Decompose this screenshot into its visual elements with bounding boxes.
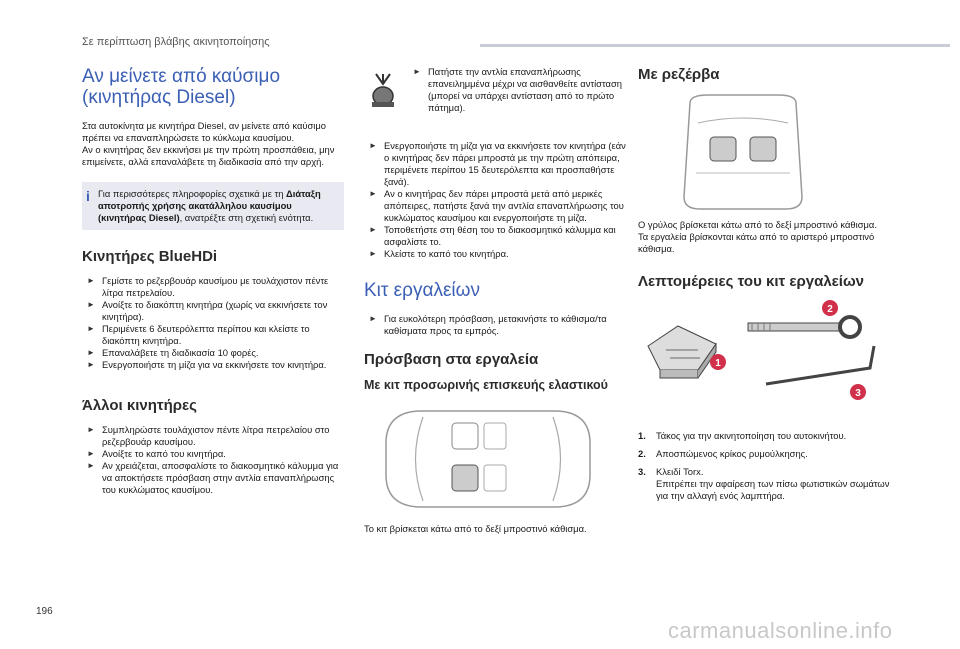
list-item: ► Πατήστε την αντλία επαναπλήρωσης επανειλημμένα μέχρι να αισθανθείτε αντίσταση (μπορεί να υπάρχει αντίσταση από το πρώτο πάτημα). bbox=[413, 66, 622, 113]
bullet-arrow-icon: ► bbox=[87, 425, 95, 434]
bullet-arrow-icon: ► bbox=[87, 300, 95, 309]
list-item: ► Γεμίστε το ρεζερβουάρ καυσίμου με τουλάχιστον πέντε λίτρα πετρελαίου. bbox=[87, 275, 329, 298]
list-item: 3. Κλειδί Torx. Επιτρέπει την αφαίρεση των πίσω φωτιστικών σωμάτων για την αλλαγή ενός λαμπτήρα. bbox=[638, 466, 890, 501]
spare-caption-jack: Ο γρύλος βρίσκεται κάτω από το δεξί μπροστινό κάθισμα. bbox=[638, 219, 877, 230]
heading-toolkit-details: Λεπτομέρειες του κιτ εργαλείων bbox=[638, 273, 864, 290]
heading-tool-access: Πρόσβαση στα εργαλεία bbox=[364, 351, 539, 368]
info-icon: i bbox=[86, 188, 90, 204]
list-item: ► Ανοίξτε το διακόπτη κινητήρα (χωρίς να εκκινήσετε τον κινητήρα). bbox=[87, 299, 328, 322]
heading-other-engines: Άλλοι κινητήρες bbox=[82, 397, 197, 414]
car-diagram-spare bbox=[668, 93, 818, 211]
heading-repair-kit: Με κιτ προσωρινής επισκευής ελαστικού bbox=[364, 378, 608, 392]
spare-caption-tools: Τα εργαλεία βρίσκονται κάτω από το αριστερό μπροστινό κάθισμα. bbox=[638, 231, 875, 254]
heading-spare-wheel: Με ρεζέρβα bbox=[638, 66, 720, 83]
list-item: 2. Αποσπώμενος κρίκος ρυμούλκησης. bbox=[638, 448, 808, 459]
list-item: ► Επαναλάβετε τη διαδικασία 10 φορές. bbox=[87, 347, 259, 358]
toolkit-items bbox=[638, 430, 900, 502]
column-1 bbox=[82, 66, 344, 496]
priming-pump-icon bbox=[366, 72, 400, 112]
bullet-arrow-icon: ► bbox=[369, 314, 377, 323]
list-item: ► Αν ο κινητήρας δεν πάρει μπροστά μετά από μερικές απόπειρες, πατήστε ξανά την αντλία επαναπλήρωσης του κυκλώματος καυσίμου και ενεργοποιήστε τη μίζα. bbox=[369, 188, 624, 223]
info-text: Για περισσότερες πληροφορίες σχετικά με τη Διάταξη αποτροπής χρήσης ακατάλληλου καυσίμου (κινητήρας Diesel), ανατρέξτε στη σχετική ενότητα. bbox=[98, 188, 321, 223]
intro-paragraph-2: Αν ο κινητήρας δεν εκκινήσει με την πρώτη προσπάθεια, μην επιμείνετε, αλλά επαναλάβετε τη διαδικασία από την αρχή. bbox=[82, 144, 335, 167]
bullet-arrow-icon: ► bbox=[87, 324, 95, 333]
list-item: ► Ενεργοποιήστε τη μίζα για να εκκινήσετε τον κινητήρα. bbox=[87, 359, 327, 370]
other-engine-steps bbox=[82, 424, 344, 496]
info-bold-link: Διάταξη αποτροπής χρήσης ακατάλληλου καυσίμου (κινητήρας Diesel) bbox=[98, 188, 321, 223]
repair-kit-caption: Το κιτ βρίσκεται κάτω από το δεξί μπροστινό κάθισμα. bbox=[364, 523, 587, 534]
callout-1 bbox=[710, 354, 726, 370]
bullet-arrow-icon: ► bbox=[87, 449, 95, 458]
section-title-toolkit: Κιτ εργαλείων bbox=[364, 280, 480, 301]
bullet-arrow-icon: ► bbox=[87, 276, 95, 285]
bullet-arrow-icon: ► bbox=[87, 461, 95, 470]
column-3 bbox=[638, 66, 900, 508]
bullet-arrow-icon: ► bbox=[369, 249, 377, 258]
list-item: ► Ενεργοποιήστε τη μίζα για να εκκινήσετε τον κινητήρα (εάν ο κινητήρας δεν πάρει μπροστά με την πρώτη απόπειρα, περιμένετε περίπου 15 δευτερόλεπτα και προσπαθήστε ξανά). bbox=[369, 140, 626, 187]
car-diagram-repair-kit bbox=[378, 403, 598, 515]
list-item: ► Ανοίξτε το καπό του κινητήρα. bbox=[87, 448, 226, 459]
bullet-arrow-icon: ► bbox=[369, 225, 377, 234]
toolkit-illustration bbox=[638, 300, 900, 404]
list-item: ► Συμπληρώστε τουλάχιστον πέντε λίτρα πετρελαίου στο ρεζερβουάρ καυσίμου. bbox=[87, 424, 330, 447]
torx-key bbox=[766, 346, 874, 384]
restart-steps bbox=[364, 140, 626, 260]
list-item: ► Για ευκολότερη πρόσβαση, μετακινήστε το κάθισμα/τα καθίσματα προς τα εμπρός. bbox=[369, 313, 607, 336]
bullet-arrow-icon: ► bbox=[87, 360, 95, 369]
list-item: 1. Τάκος για την ακινητοποίηση του αυτοκινήτου. bbox=[638, 430, 847, 441]
heading-bluehdi: Κινητήρες BlueHDi bbox=[82, 248, 218, 265]
towing-eye bbox=[748, 317, 860, 337]
page-number: 196 bbox=[36, 606, 53, 617]
list-item: ► Τοποθετήστε στη θέση του το διακοσμητικό κάλυμμα και ασφαλίστε το. bbox=[369, 224, 616, 247]
pump-step-block bbox=[364, 66, 626, 128]
callout-3 bbox=[850, 384, 866, 400]
list-item: ► Περιμένετε 6 δευτερόλεπτα περίπου και κλείστε το διακόπτη κινητήρα. bbox=[87, 323, 310, 346]
info-box bbox=[82, 182, 344, 230]
svg-text:3: 3 bbox=[855, 388, 861, 399]
column-2 bbox=[364, 66, 626, 535]
bullet-arrow-icon: ► bbox=[369, 189, 377, 198]
wheel-chock bbox=[648, 326, 716, 378]
bullet-arrow-icon: ► bbox=[369, 141, 377, 150]
bluehdi-steps bbox=[82, 275, 344, 371]
header-rule bbox=[480, 44, 950, 47]
svg-text:2: 2 bbox=[827, 304, 833, 315]
svg-text:1: 1 bbox=[715, 358, 721, 369]
bullet-arrow-icon: ► bbox=[87, 348, 95, 357]
list-item: ► Κλείστε το καπό του κινητήρα. bbox=[369, 248, 509, 259]
intro-paragraph-1: Στα αυτοκίνητα με κινητήρα Diesel, αν μείνετε από καύσιμο πρέπει να επαναπληρώσετε το κύκλωμα καυσίμου. bbox=[82, 120, 326, 143]
section-title-fuel: Αν μείνετε από καύσιμο (κινητήρας Diesel) bbox=[82, 66, 281, 108]
list-item: ► Αν χρειάζεται, αποσφαλίστε το διακοσμητικό κάλυμμα για να αποκτήσετε πρόσβαση στην αντλία επαναπλήρωσης του κυκλώματος καυσίμου. bbox=[87, 460, 339, 495]
bullet-arrow-icon: ► bbox=[413, 67, 421, 76]
running-header: Σε περίπτωση βλάβης ακινητοποίησης bbox=[82, 36, 270, 48]
watermark: carmanualsonline.info bbox=[668, 618, 893, 643]
callout-2 bbox=[822, 300, 838, 316]
